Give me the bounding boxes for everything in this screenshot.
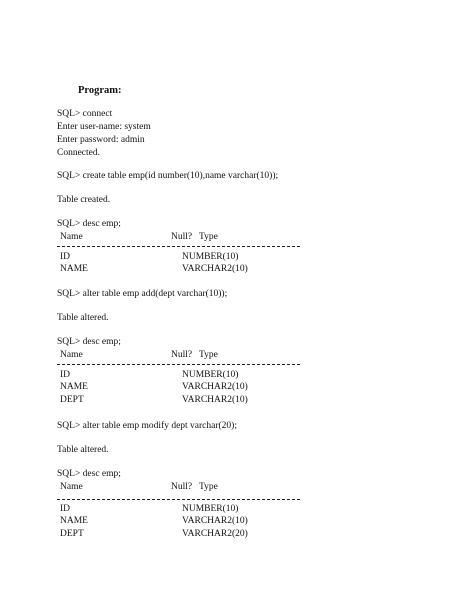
- connected-message: Connected.: [57, 148, 101, 158]
- table-altered-message: Table altered.: [57, 445, 109, 455]
- row-type: VARCHAR2(10): [182, 264, 248, 274]
- header-separator: [57, 246, 300, 247]
- alter-add-command: SQL> alter table emp add(dept varchar(10));: [57, 289, 228, 299]
- row-type: VARCHAR2(20): [182, 529, 248, 539]
- column-header-type: Type: [199, 350, 218, 360]
- header-separator: [57, 364, 300, 365]
- program-heading: Program:: [78, 85, 122, 96]
- header-separator: [57, 499, 300, 500]
- column-header-null: Null?: [171, 232, 193, 242]
- row-type: VARCHAR2(10): [182, 382, 248, 392]
- desc-command: SQL> desc emp;: [57, 219, 121, 229]
- desc-command: SQL> desc emp;: [57, 337, 121, 347]
- row-name: ID: [60, 504, 71, 514]
- row-type: NUMBER(10): [182, 252, 239, 262]
- column-header-name: Name: [60, 350, 83, 360]
- column-header-name: Name: [60, 482, 83, 492]
- connect-command: SQL> connect: [57, 109, 113, 119]
- enter-user-prompt: Enter user-name: system: [57, 122, 151, 132]
- table-altered-message: Table altered.: [57, 313, 109, 323]
- row-name: DEPT: [60, 395, 84, 405]
- desc-command: SQL> desc emp;: [57, 469, 121, 479]
- row-name: NAME: [60, 516, 88, 526]
- row-name: ID: [60, 252, 71, 262]
- column-header-type: Type: [199, 482, 218, 492]
- row-name: NAME: [60, 382, 88, 392]
- row-name: DEPT: [60, 529, 84, 539]
- alter-modify-command: SQL> alter table emp modify dept varchar(20);: [57, 421, 237, 431]
- column-header-null: Null?: [171, 482, 193, 492]
- row-name: NAME: [60, 264, 88, 274]
- row-type: NUMBER(10): [182, 370, 239, 380]
- row-type: VARCHAR2(10): [182, 395, 248, 405]
- create-table-command: SQL> create table emp(id number(10),name varchar(10));: [57, 171, 279, 181]
- table-created-message: Table created.: [57, 195, 111, 205]
- column-header-name: Name: [60, 232, 83, 242]
- enter-password-prompt: Enter password: admin: [57, 135, 145, 145]
- row-type: NUMBER(10): [182, 504, 239, 514]
- column-header-null: Null?: [171, 350, 193, 360]
- column-header-type: Type: [199, 232, 218, 242]
- row-type: VARCHAR2(10): [182, 516, 248, 526]
- row-name: ID: [60, 370, 71, 380]
